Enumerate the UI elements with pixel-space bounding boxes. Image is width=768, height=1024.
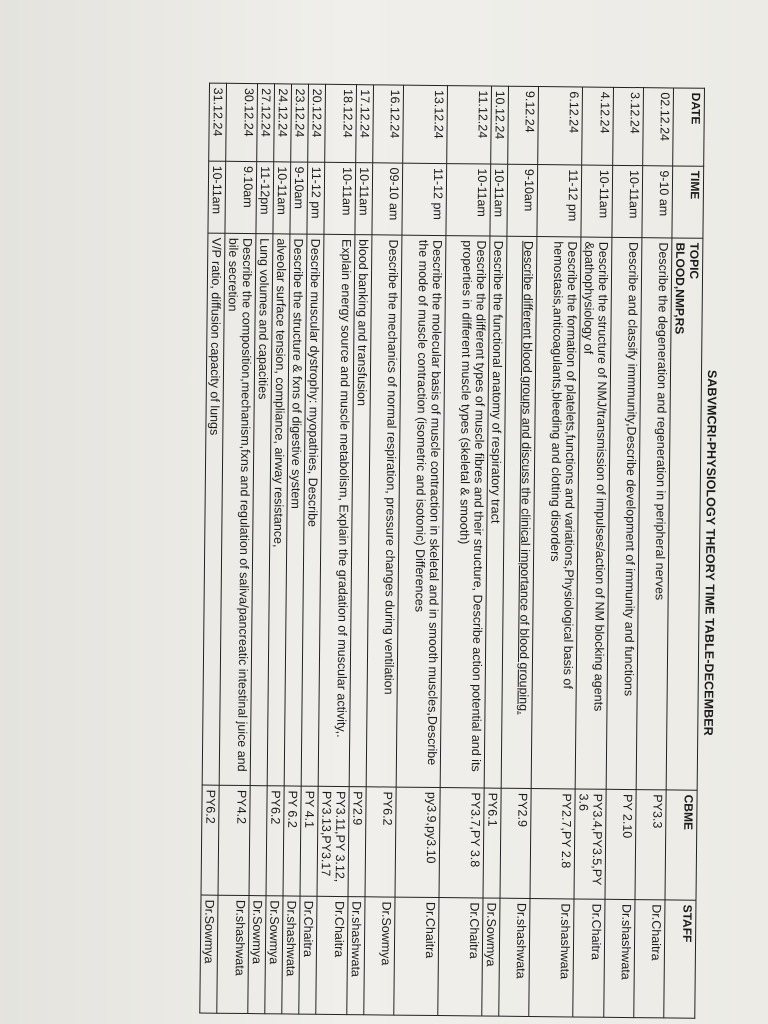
- time-cell: 09-10 am: [372, 163, 403, 235]
- staff-cell: Dr.Chaitra: [634, 900, 665, 1018]
- date-cell: 13.12.24: [403, 85, 448, 163]
- time-cell: 11-12pm: [256, 162, 274, 234]
- staff-cell: Dr.shashwata: [499, 898, 530, 1016]
- time-cell: 9-10 am: [642, 166, 673, 238]
- time-cell: 9-10am: [507, 164, 538, 236]
- time-cell: 10-11am: [273, 162, 291, 234]
- header-date: DATE: [673, 88, 705, 166]
- staff-cell: Dr.shashwata: [282, 896, 300, 1014]
- staff-cell: Dr.Sowmya: [200, 895, 218, 1013]
- date-cell: 20.12.24: [308, 84, 326, 162]
- cbme-cell: PY 2.10: [605, 789, 636, 899]
- topic-cell: Describe the degeneration and regeneration in peripheral nerves: [636, 238, 672, 790]
- time-cell: 10-11am: [490, 164, 508, 236]
- topic-cell: Describe the structure & fxns of digestive system: [284, 234, 307, 786]
- topic-cell: Describe the molecular basis of muscle contraction in skeletal and in smooth muscles,Describe the mode of muscle contraction (isometric and isotonic) Differences: [396, 235, 446, 787]
- date-cell: 23.12.24: [291, 84, 309, 162]
- staff-cell: Dr.Sowmya: [482, 898, 500, 1016]
- time-cell: 11-12 pm: [537, 165, 582, 237]
- cbme-cell: [249, 786, 267, 896]
- topic-cell: Describe muscular dystrophy: myopathies, Describe: [301, 234, 324, 786]
- cbme-cell: PY3.4,PY3.5,PY 3.6: [574, 789, 606, 899]
- topic-cell: Describe and classify immmunity,Describe development of immunity and functions: [606, 237, 642, 789]
- date-cell: 27.12.24: [257, 84, 275, 162]
- date-cell: 10.12.24: [491, 86, 509, 164]
- topic-cell: Describe the different types of muscle fibres and their structure, Describe action potential and its properties in different muscle types (skeletal & smooth): [440, 236, 490, 788]
- topic-cell: V/P ratio, diffusion capacity of lungs: [202, 233, 225, 785]
- date-cell: 30.12.24: [226, 83, 258, 161]
- time-cell: 10-11am: [324, 162, 356, 234]
- cbme-cell: PY 4.1: [300, 786, 318, 896]
- staff-cell: Dr.Chaitra: [316, 896, 348, 1014]
- date-cell: 6.12.24: [538, 87, 583, 165]
- staff-cell: Dr.Sowmya: [248, 896, 266, 1014]
- time-cell: 10-11am: [446, 164, 491, 236]
- staff-cell: Dr.Chaitra: [394, 897, 439, 1015]
- cbme-cell: PY4.2: [218, 785, 250, 895]
- topic-cell: Describe the formation of platelets,functions and variations,Physiological basis of hemostasis,anticoagulants,bleeding and clotting disorders: [531, 237, 581, 789]
- timetable-body: [200, 83, 674, 1018]
- header-topic: [666, 238, 703, 790]
- staff-cell: Dr.shashwata: [347, 897, 365, 1015]
- cbme-cell: PY3.7,PY 3.8: [439, 788, 484, 898]
- cbme-cell: PY6.2: [365, 787, 396, 897]
- date-cell: 9.12.24: [508, 86, 539, 164]
- cbme-cell: PY6.1: [483, 788, 501, 898]
- topic-cell: Describe the composition,mechanism,fxns and regulation of saliva/pancreatic intestinal juice and bile secretion: [219, 233, 256, 785]
- cbme-cell: PY2.9: [348, 787, 366, 897]
- date-cell: 3.12.24: [613, 87, 644, 165]
- topic-cell: Describe the functional anatomy of respiratory tract: [484, 236, 507, 788]
- date-cell: 4.12.24: [582, 87, 614, 165]
- timetable-sheet: [5, 81, 725, 1018]
- time-cell: 11-12 pm: [402, 163, 447, 235]
- time-cell: 10-11am: [612, 165, 643, 237]
- time-cell: 9-10am: [290, 162, 308, 234]
- topic-cell: Explain energy source and muscle metabolism, Explain the gradation of muscular activity,.: [318, 234, 355, 786]
- cbme-cell: PY 6.2: [283, 786, 301, 896]
- cbme-cell: PY6.2: [266, 786, 284, 896]
- time-cell: 10-11am: [355, 163, 373, 235]
- section-label: BLOOD,NMP,RS: [672, 242, 688, 335]
- header-time: TIME: [672, 166, 704, 238]
- date-cell: 18.12.24: [325, 84, 357, 162]
- cbme-cell: PY6.2: [201, 785, 219, 895]
- time-cell: 10-11am: [208, 161, 226, 233]
- date-cell: 24.12.24: [274, 84, 292, 162]
- staff-cell: Dr.shashwata: [604, 899, 635, 1017]
- staff-cell: Dr.shashwata: [217, 895, 249, 1013]
- header-topic-label: TOPIC: [686, 242, 702, 280]
- document-title: SABVMCRI-PHYSIOLOGY THEORY TIME TABLE-DECEMBER: [701, 369, 720, 736]
- staff-cell: Dr.Sowmya: [265, 896, 283, 1014]
- staff-cell: Dr.shashwata: [529, 899, 574, 1017]
- topic-cell: Describe different blood groups and discuss the clinical importance of blood grouping.: [501, 236, 537, 788]
- time-cell: 10-11am: [581, 165, 613, 237]
- timetable: [199, 83, 705, 1019]
- header-staff: STAFF: [664, 900, 696, 1018]
- time-cell: 11-12 pm: [307, 162, 325, 234]
- cbme-cell: PY2.7,PY 2.8: [530, 789, 575, 899]
- staff-cell: Dr.Sowmya: [364, 897, 395, 1015]
- date-cell: 16.12.24: [373, 85, 404, 163]
- header-cbme: CBME: [665, 790, 697, 900]
- topic-cell: blood banking and transfusion: [349, 235, 372, 787]
- topic-cell: Describe the structure of NMJ/transmission of impulses/action of NM blocking agents &pathophysiology of: [575, 237, 612, 789]
- topic-cell: Describe the mechanics of normal respiration, pressure changes during ventilation: [366, 235, 402, 787]
- staff-cell: Dr.Chaitra: [299, 896, 317, 1014]
- date-cell: 11.12.24: [447, 86, 492, 164]
- date-cell: 31.12.24: [209, 83, 227, 161]
- staff-cell: Dr.Chaitra: [438, 898, 483, 1016]
- cbme-cell: PY3.11,PY 3.12, PY3.13,PY3.17: [317, 786, 349, 896]
- staff-cell: Dr.Chaitra: [573, 899, 605, 1017]
- cbme-cell: PY3.3: [635, 790, 666, 900]
- date-cell: 17.12.24: [356, 85, 374, 163]
- cbme-cell: py3.9,py3.10: [395, 787, 440, 897]
- time-cell: 9.10am: [225, 161, 257, 233]
- date-cell: 02.12.24: [643, 88, 674, 166]
- topic-cell: Lung volumes and capacities: [250, 234, 273, 786]
- cbme-cell: PY2.9: [500, 788, 531, 898]
- topic-cell: alveolar surface tension, compliance, airway resistance,: [267, 234, 290, 786]
